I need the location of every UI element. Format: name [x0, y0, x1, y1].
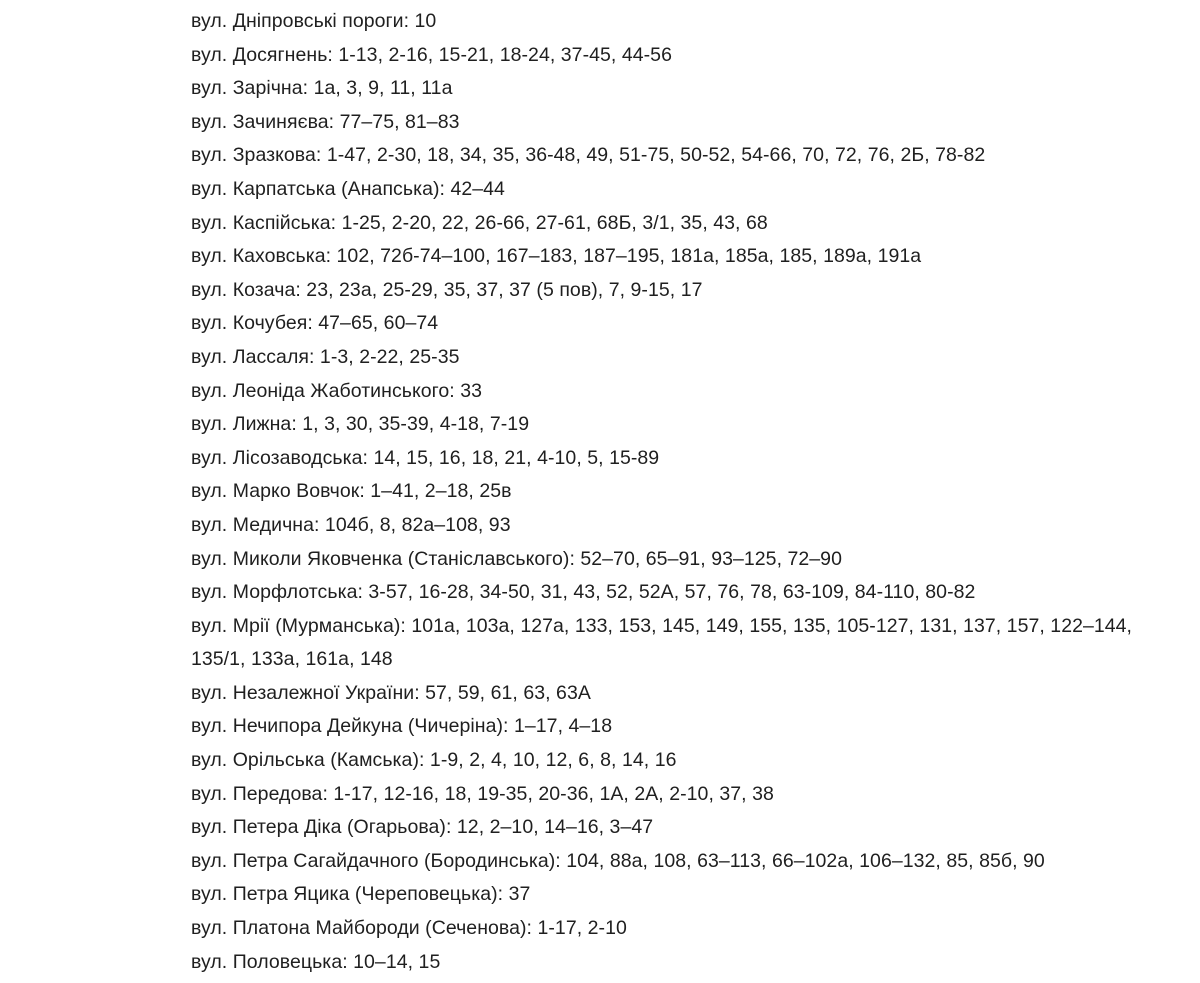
street-entry: вул. Кочубея: 47–65, 60–74 [191, 312, 439, 335]
street-entry: вул. Миколи Яковченка (Станіславського): 52–70, 65–91, 93–125, 72–90 [191, 547, 842, 570]
street-entry: вул. Зразкова: 1-47, 2-30, 18, 34, 35, 36-48, 49, 51-75, 50-52, 54-66, 70, 72, 76, 2Б, 78-82 [191, 144, 986, 167]
street-entry: вул. Мрії (Мурманська): 101а, 103а, 127а, 133, 153, 145, 149, 155, 135, 105-127, 131, 137, 157, 122–144, 135/1, 133а, 161а, 148 [191, 614, 1133, 671]
street-entry: вул. Петра Сагайдачного (Бородинська): 104, 88а, 108, 63–113, 66–102а, 106–132, 85, 85б, 90 [191, 849, 1045, 872]
street-entry: вул. Зарічна: 1а, 3, 9, 11, 11а [191, 77, 453, 100]
street-entry: вул. Медична: 104б, 8, 82а–108, 93 [191, 513, 511, 536]
street-entry: вул. Леоніда Жаботинського: 33 [191, 379, 483, 402]
street-entry: вул. Незалежної України: 57, 59, 61, 63, 63А [191, 681, 591, 704]
street-entry: вул. Лижна: 1, 3, 30, 35-39, 4-18, 7-19 [191, 413, 530, 436]
street-entry: вул. Лассаля: 1-3, 2-22, 25-35 [191, 345, 460, 368]
street-address-list [191, 5, 1156, 979]
street-entry: вул. Морфлотська: 3-57, 16-28, 34-50, 31, 43, 52, 52А, 57, 76, 78, 63-109, 84-110, 80-82 [191, 581, 976, 604]
street-entry: вул. Половецька: 10–14, 15 [191, 950, 441, 973]
street-entry: вул. Марко Вовчок: 1–41, 2–18, 25в [191, 480, 512, 503]
street-entry: вул. Каховська: 102, 72б-74–100, 167–183, 187–195, 181а, 185а, 185, 189а, 191а [191, 245, 922, 268]
street-entry: вул. Карпатська (Анапська): 42–44 [191, 177, 505, 200]
street-entry: вул. Орільська (Камська): 1-9, 2, 4, 10, 12, 6, 8, 14, 16 [191, 749, 677, 772]
street-entry: вул. Козача: 23, 23а, 25-29, 35, 37, 37 (5 пов), 7, 9-15, 17 [191, 278, 703, 301]
street-entry: вул. Лісозаводська: 14, 15, 16, 18, 21, 4-10, 5, 15-89 [191, 446, 660, 469]
street-entry: вул. Платона Майбороди (Сеченова): 1-17, 2-10 [191, 917, 627, 940]
street-entry: вул. Каспійська: 1-25, 2-20, 22, 26-66, 27-61, 68Б, 3/1, 35, 43, 68 [191, 211, 768, 234]
street-entry: вул. Петра Яцика (Череповецька): 37 [191, 883, 531, 906]
street-entry: вул. Нечипора Дейкуна (Чичеріна): 1–17, 4–18 [191, 715, 613, 738]
street-entry: вул. Досягнень: 1-13, 2-16, 15-21, 18-24, 37-45, 44-56 [191, 43, 672, 66]
street-entry: вул. Передова: 1-17, 12-16, 18, 19-35, 20-36, 1А, 2А, 2-10, 37, 38 [191, 782, 774, 805]
street-entry: вул. Петера Діка (Огарьова): 12, 2–10, 14–16, 3–47 [191, 816, 654, 839]
street-entry: вул. Дніпровські пороги: 10 [191, 10, 437, 32]
street-entry: вул. Зачиняєва: 77–75, 81–83 [191, 110, 460, 133]
